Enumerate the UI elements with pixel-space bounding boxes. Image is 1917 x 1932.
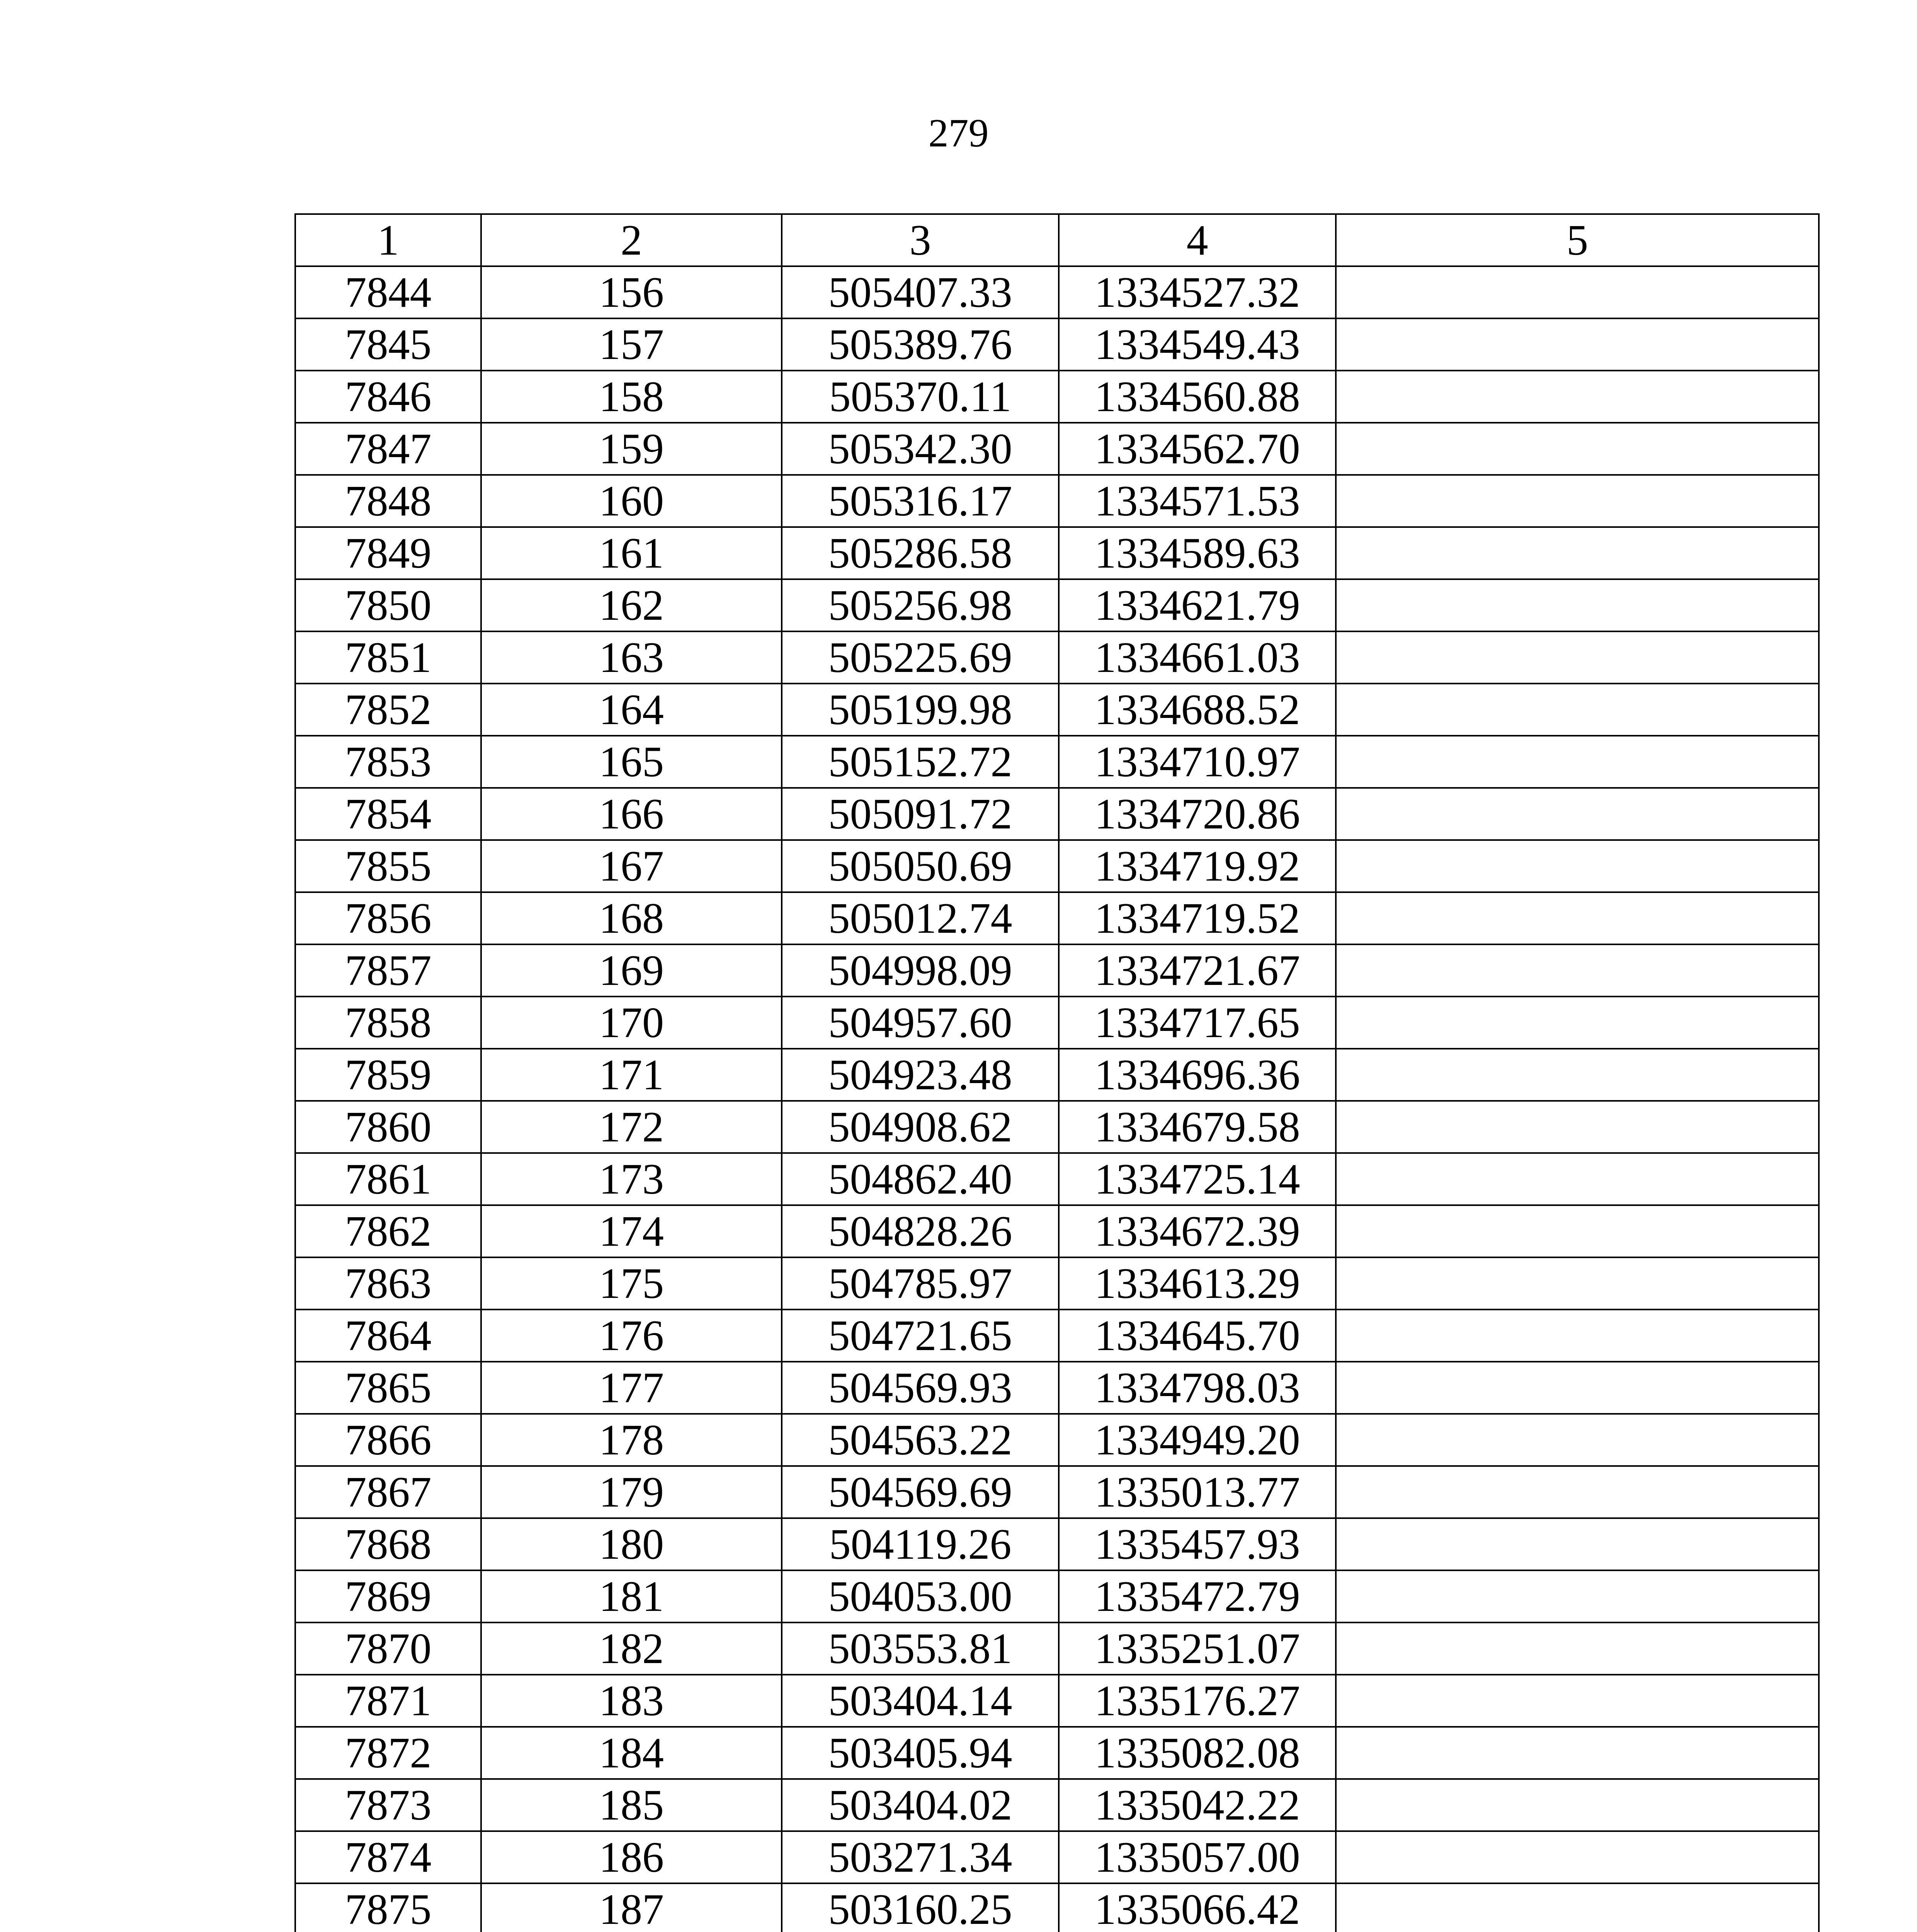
x-coordinate-cell: 505407.33 bbox=[782, 266, 1059, 318]
x-coordinate-cell: 505091.72 bbox=[782, 788, 1059, 840]
row-number-cell: 7867 bbox=[295, 1466, 481, 1518]
note-cell bbox=[1336, 475, 1819, 527]
table-row bbox=[295, 475, 1819, 527]
x-coordinate-cell: 505199.98 bbox=[782, 684, 1059, 736]
table-header-row bbox=[295, 214, 1819, 266]
table-row bbox=[295, 892, 1819, 944]
row-number-cell: 7869 bbox=[295, 1570, 481, 1622]
y-coordinate-cell: 1335472.79 bbox=[1059, 1570, 1336, 1622]
row-number-cell: 7870 bbox=[295, 1622, 481, 1675]
point-number-cell: 160 bbox=[481, 475, 782, 527]
row-number-cell: 7860 bbox=[295, 1101, 481, 1153]
note-cell bbox=[1336, 1622, 1819, 1675]
row-number-cell: 7853 bbox=[295, 736, 481, 788]
x-coordinate-cell: 504569.93 bbox=[782, 1362, 1059, 1414]
point-number-cell: 181 bbox=[481, 1570, 782, 1622]
point-number-cell: 158 bbox=[481, 371, 782, 423]
x-coordinate-cell: 503405.94 bbox=[782, 1727, 1059, 1779]
table-row bbox=[295, 840, 1819, 892]
coordinates-table bbox=[294, 213, 1820, 1932]
point-number-cell: 169 bbox=[481, 944, 782, 997]
y-coordinate-cell: 1334613.29 bbox=[1059, 1257, 1336, 1310]
row-number-cell: 7856 bbox=[295, 892, 481, 944]
table-row bbox=[295, 1570, 1819, 1622]
x-coordinate-cell: 505050.69 bbox=[782, 840, 1059, 892]
table-row bbox=[295, 1049, 1819, 1101]
x-coordinate-cell: 504053.00 bbox=[782, 1570, 1059, 1622]
note-cell bbox=[1336, 1362, 1819, 1414]
column-header-2: 2 bbox=[481, 214, 782, 266]
point-number-cell: 185 bbox=[481, 1779, 782, 1831]
point-number-cell: 173 bbox=[481, 1153, 782, 1205]
note-cell bbox=[1336, 1727, 1819, 1779]
row-number-cell: 7857 bbox=[295, 944, 481, 997]
note-cell bbox=[1336, 1257, 1819, 1310]
y-coordinate-cell: 1334719.92 bbox=[1059, 840, 1336, 892]
y-coordinate-cell: 1334719.52 bbox=[1059, 892, 1336, 944]
y-coordinate-cell: 1334798.03 bbox=[1059, 1362, 1336, 1414]
row-number-cell: 7848 bbox=[295, 475, 481, 527]
note-cell bbox=[1336, 1101, 1819, 1153]
point-number-cell: 171 bbox=[481, 1049, 782, 1101]
x-coordinate-cell: 505256.98 bbox=[782, 579, 1059, 631]
y-coordinate-cell: 1335457.93 bbox=[1059, 1518, 1336, 1570]
table-row bbox=[295, 736, 1819, 788]
table-row bbox=[295, 423, 1819, 475]
note-cell bbox=[1336, 1153, 1819, 1205]
table-row bbox=[295, 1257, 1819, 1310]
point-number-cell: 161 bbox=[481, 527, 782, 579]
table-row bbox=[295, 1466, 1819, 1518]
table-row bbox=[295, 266, 1819, 318]
row-number-cell: 7851 bbox=[295, 631, 481, 684]
x-coordinate-cell: 504828.26 bbox=[782, 1205, 1059, 1257]
note-cell bbox=[1336, 997, 1819, 1049]
x-coordinate-cell: 505389.76 bbox=[782, 318, 1059, 371]
y-coordinate-cell: 1335082.08 bbox=[1059, 1727, 1336, 1779]
y-coordinate-cell: 1334679.58 bbox=[1059, 1101, 1336, 1153]
x-coordinate-cell: 504862.40 bbox=[782, 1153, 1059, 1205]
y-coordinate-cell: 1334710.97 bbox=[1059, 736, 1336, 788]
y-coordinate-cell: 1335176.27 bbox=[1059, 1675, 1336, 1727]
y-coordinate-cell: 1335251.07 bbox=[1059, 1622, 1336, 1675]
table-row bbox=[295, 1622, 1819, 1675]
y-coordinate-cell: 1334717.65 bbox=[1059, 997, 1336, 1049]
x-coordinate-cell: 503271.34 bbox=[782, 1831, 1059, 1883]
note-cell bbox=[1336, 1883, 1819, 1932]
row-number-cell: 7850 bbox=[295, 579, 481, 631]
row-number-cell: 7874 bbox=[295, 1831, 481, 1883]
note-cell bbox=[1336, 1518, 1819, 1570]
y-coordinate-cell: 1334688.52 bbox=[1059, 684, 1336, 736]
table-row bbox=[295, 1675, 1819, 1727]
y-coordinate-cell: 1334621.79 bbox=[1059, 579, 1336, 631]
table-row bbox=[295, 1101, 1819, 1153]
note-cell bbox=[1336, 318, 1819, 371]
x-coordinate-cell: 505342.30 bbox=[782, 423, 1059, 475]
point-number-cell: 179 bbox=[481, 1466, 782, 1518]
note-cell bbox=[1336, 1570, 1819, 1622]
point-number-cell: 178 bbox=[481, 1414, 782, 1466]
column-header-1: 1 bbox=[295, 214, 481, 266]
point-number-cell: 168 bbox=[481, 892, 782, 944]
note-cell bbox=[1336, 527, 1819, 579]
row-number-cell: 7858 bbox=[295, 997, 481, 1049]
point-number-cell: 177 bbox=[481, 1362, 782, 1414]
note-cell bbox=[1336, 579, 1819, 631]
point-number-cell: 167 bbox=[481, 840, 782, 892]
page-number: 279 bbox=[928, 111, 989, 155]
row-number-cell: 7859 bbox=[295, 1049, 481, 1101]
x-coordinate-cell: 505286.58 bbox=[782, 527, 1059, 579]
table-row bbox=[295, 788, 1819, 840]
y-coordinate-cell: 1335042.22 bbox=[1059, 1779, 1336, 1831]
point-number-cell: 186 bbox=[481, 1831, 782, 1883]
note-cell bbox=[1336, 1466, 1819, 1518]
x-coordinate-cell: 505152.72 bbox=[782, 736, 1059, 788]
point-number-cell: 170 bbox=[481, 997, 782, 1049]
point-number-cell: 166 bbox=[481, 788, 782, 840]
y-coordinate-cell: 1334560.88 bbox=[1059, 371, 1336, 423]
point-number-cell: 184 bbox=[481, 1727, 782, 1779]
x-coordinate-cell: 504119.26 bbox=[782, 1518, 1059, 1570]
y-coordinate-cell: 1334720.86 bbox=[1059, 788, 1336, 840]
x-coordinate-cell: 503404.14 bbox=[782, 1675, 1059, 1727]
y-coordinate-cell: 1334672.39 bbox=[1059, 1205, 1336, 1257]
table-row bbox=[295, 371, 1819, 423]
note-cell bbox=[1336, 1831, 1819, 1883]
y-coordinate-cell: 1334721.67 bbox=[1059, 944, 1336, 997]
table-row bbox=[295, 944, 1819, 997]
table-row bbox=[295, 684, 1819, 736]
y-coordinate-cell: 1334661.03 bbox=[1059, 631, 1336, 684]
x-coordinate-cell: 505316.17 bbox=[782, 475, 1059, 527]
point-number-cell: 162 bbox=[481, 579, 782, 631]
note-cell bbox=[1336, 840, 1819, 892]
point-number-cell: 172 bbox=[481, 1101, 782, 1153]
note-cell bbox=[1336, 1049, 1819, 1101]
x-coordinate-cell: 503160.25 bbox=[782, 1883, 1059, 1932]
y-coordinate-cell: 1334549.43 bbox=[1059, 318, 1336, 371]
point-number-cell: 180 bbox=[481, 1518, 782, 1570]
row-number-cell: 7868 bbox=[295, 1518, 481, 1570]
y-coordinate-cell: 1334562.70 bbox=[1059, 423, 1336, 475]
point-number-cell: 157 bbox=[481, 318, 782, 371]
x-coordinate-cell: 503553.81 bbox=[782, 1622, 1059, 1675]
y-coordinate-cell: 1335013.77 bbox=[1059, 1466, 1336, 1518]
x-coordinate-cell: 504569.69 bbox=[782, 1466, 1059, 1518]
table-row bbox=[295, 1883, 1819, 1932]
table-row bbox=[295, 1727, 1819, 1779]
row-number-cell: 7873 bbox=[295, 1779, 481, 1831]
note-cell bbox=[1336, 631, 1819, 684]
table-row bbox=[295, 1518, 1819, 1570]
x-coordinate-cell: 504563.22 bbox=[782, 1414, 1059, 1466]
x-coordinate-cell: 505225.69 bbox=[782, 631, 1059, 684]
table-row bbox=[295, 1205, 1819, 1257]
note-cell bbox=[1336, 1675, 1819, 1727]
table-row bbox=[295, 1414, 1819, 1466]
x-coordinate-cell: 504923.48 bbox=[782, 1049, 1059, 1101]
table-row bbox=[295, 1310, 1819, 1362]
y-coordinate-cell: 1334696.36 bbox=[1059, 1049, 1336, 1101]
row-number-cell: 7865 bbox=[295, 1362, 481, 1414]
row-number-cell: 7845 bbox=[295, 318, 481, 371]
y-coordinate-cell: 1334949.20 bbox=[1059, 1414, 1336, 1466]
note-cell bbox=[1336, 371, 1819, 423]
point-number-cell: 164 bbox=[481, 684, 782, 736]
x-coordinate-cell: 504785.97 bbox=[782, 1257, 1059, 1310]
point-number-cell: 183 bbox=[481, 1675, 782, 1727]
point-number-cell: 174 bbox=[481, 1205, 782, 1257]
row-number-cell: 7864 bbox=[295, 1310, 481, 1362]
row-number-cell: 7852 bbox=[295, 684, 481, 736]
x-coordinate-cell: 504998.09 bbox=[782, 944, 1059, 997]
table-row bbox=[295, 1362, 1819, 1414]
table-row bbox=[295, 527, 1819, 579]
row-number-cell: 7863 bbox=[295, 1257, 481, 1310]
note-cell bbox=[1336, 1414, 1819, 1466]
row-number-cell: 7854 bbox=[295, 788, 481, 840]
note-cell bbox=[1336, 1779, 1819, 1831]
table-row bbox=[295, 318, 1819, 371]
table-row bbox=[295, 1831, 1819, 1883]
table-body bbox=[295, 266, 1819, 1932]
point-number-cell: 182 bbox=[481, 1622, 782, 1675]
note-cell bbox=[1336, 266, 1819, 318]
row-number-cell: 7866 bbox=[295, 1414, 481, 1466]
table-row bbox=[295, 579, 1819, 631]
row-number-cell: 7846 bbox=[295, 371, 481, 423]
note-cell bbox=[1336, 1310, 1819, 1362]
y-coordinate-cell: 1334527.32 bbox=[1059, 266, 1336, 318]
point-number-cell: 187 bbox=[481, 1883, 782, 1932]
row-number-cell: 7844 bbox=[295, 266, 481, 318]
row-number-cell: 7861 bbox=[295, 1153, 481, 1205]
row-number-cell: 7849 bbox=[295, 527, 481, 579]
note-cell bbox=[1336, 892, 1819, 944]
note-cell bbox=[1336, 423, 1819, 475]
note-cell bbox=[1336, 788, 1819, 840]
point-number-cell: 159 bbox=[481, 423, 782, 475]
row-number-cell: 7875 bbox=[295, 1883, 481, 1932]
table-row bbox=[295, 631, 1819, 684]
point-number-cell: 156 bbox=[481, 266, 782, 318]
y-coordinate-cell: 1335057.00 bbox=[1059, 1831, 1336, 1883]
point-number-cell: 163 bbox=[481, 631, 782, 684]
y-coordinate-cell: 1334725.14 bbox=[1059, 1153, 1336, 1205]
table-row bbox=[295, 997, 1819, 1049]
row-number-cell: 7855 bbox=[295, 840, 481, 892]
x-coordinate-cell: 503404.02 bbox=[782, 1779, 1059, 1831]
y-coordinate-cell: 1334571.53 bbox=[1059, 475, 1336, 527]
note-cell bbox=[1336, 736, 1819, 788]
x-coordinate-cell: 504957.60 bbox=[782, 997, 1059, 1049]
table-row bbox=[295, 1779, 1819, 1831]
point-number-cell: 176 bbox=[481, 1310, 782, 1362]
row-number-cell: 7871 bbox=[295, 1675, 481, 1727]
x-coordinate-cell: 505012.74 bbox=[782, 892, 1059, 944]
point-number-cell: 165 bbox=[481, 736, 782, 788]
y-coordinate-cell: 1335066.42 bbox=[1059, 1883, 1336, 1932]
column-header-4: 4 bbox=[1059, 214, 1336, 266]
column-header-3: 3 bbox=[782, 214, 1059, 266]
row-number-cell: 7872 bbox=[295, 1727, 481, 1779]
note-cell bbox=[1336, 944, 1819, 997]
note-cell bbox=[1336, 684, 1819, 736]
x-coordinate-cell: 504908.62 bbox=[782, 1101, 1059, 1153]
row-number-cell: 7847 bbox=[295, 423, 481, 475]
y-coordinate-cell: 1334589.63 bbox=[1059, 527, 1336, 579]
note-cell bbox=[1336, 1205, 1819, 1257]
y-coordinate-cell: 1334645.70 bbox=[1059, 1310, 1336, 1362]
x-coordinate-cell: 504721.65 bbox=[782, 1310, 1059, 1362]
table-row bbox=[295, 1153, 1819, 1205]
row-number-cell: 7862 bbox=[295, 1205, 481, 1257]
point-number-cell: 175 bbox=[481, 1257, 782, 1310]
x-coordinate-cell: 505370.11 bbox=[782, 371, 1059, 423]
column-header-5: 5 bbox=[1336, 214, 1819, 266]
